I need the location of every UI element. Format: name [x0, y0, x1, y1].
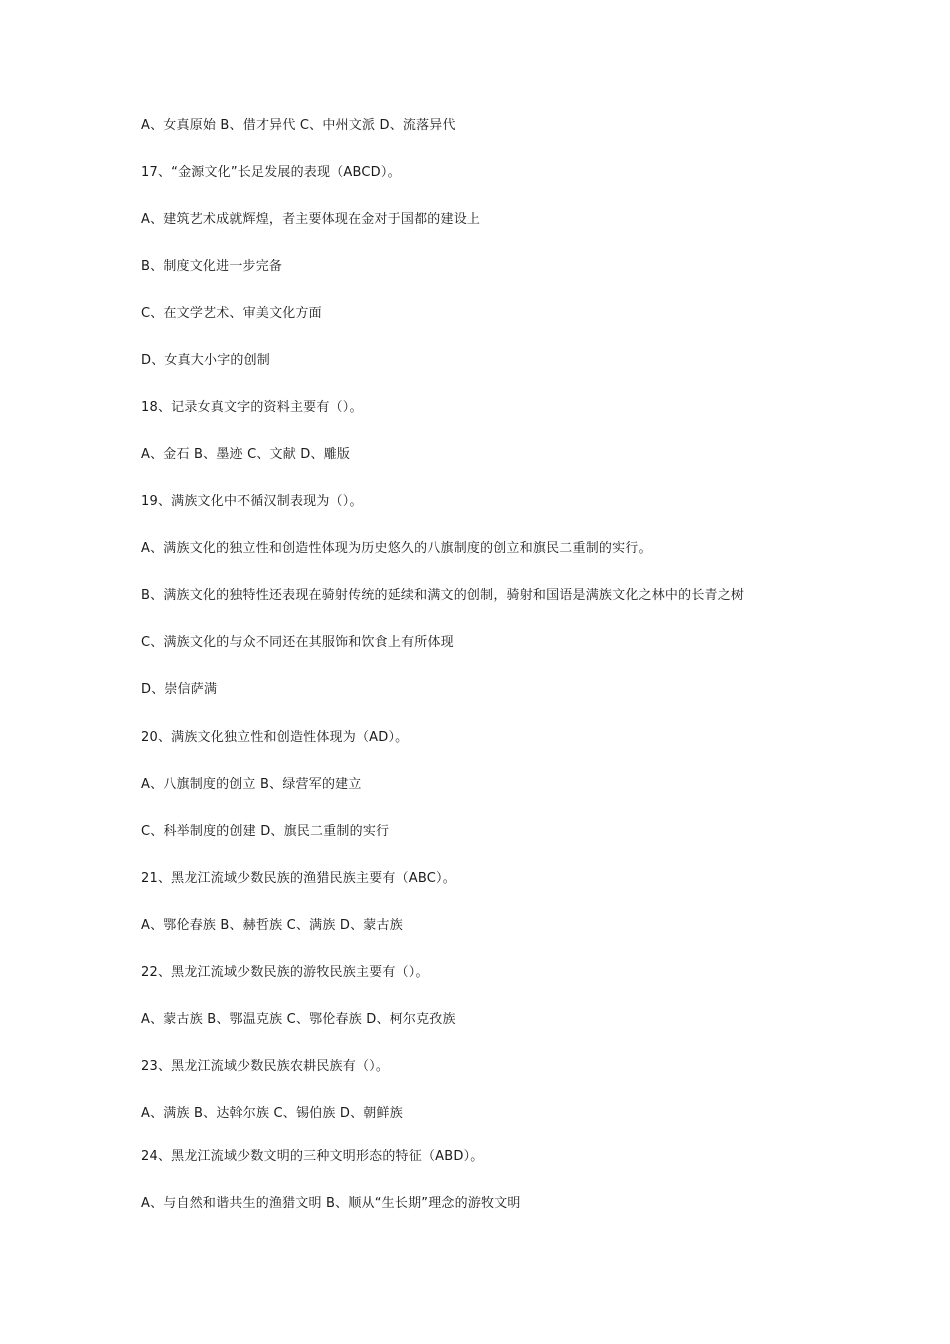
q23-options: A、满族 B、达斡尔族 C、锡伯族 D、朝鲜族: [141, 1106, 403, 1121]
q19-option-c: C、满族文化的与众不同还在其服饰和饮食上有所体现: [141, 635, 454, 650]
q17-option-a: A、建筑艺术成就辉煌，者主要体现在金对于国都的建设上: [141, 212, 481, 227]
q24-question: 24、黑龙江流域少数文明的三种文明形态的特征（ABD）。: [141, 1149, 484, 1164]
q18-options: A、金石 B、墨迹 C、文献 D、雕版: [141, 447, 351, 462]
q22-question: 22、黑龙江流域少数民族的游牧民族主要有（）。: [141, 965, 429, 980]
q22-options: A、蒙古族 B、鄂温克族 C、鄂伦春族 D、柯尔克孜族: [141, 1012, 456, 1027]
q17-option-b: B、制度文化进一步完备: [141, 259, 283, 274]
q21-question: 21、黑龙江流域少数民族的渔猎民族主要有（ABC）。: [141, 871, 456, 886]
q20-options-ab: A、八旗制度的创立 B、绿营军的建立: [141, 777, 362, 792]
q19-option-d: D、崇信萨满: [141, 682, 218, 697]
q19-option-a: A、满族文化的独立性和创造性体现为历史悠久的八旗制度的创立和旗民二重制的实行。: [141, 541, 652, 556]
q18-question: 18、记录女真文字的资料主要有（）。: [141, 400, 363, 415]
q21-options: A、鄂伦春族 B、赫哲族 C、满族 D、蒙古族: [141, 918, 403, 933]
q19-question: 19、满族文化中不循汉制表现为（）。: [141, 494, 363, 509]
q20-options-cd: C、科举制度的创建 D、旗民二重制的实行: [141, 824, 390, 839]
q17-option-c: C、在文学艺术、审美文化方面: [141, 306, 322, 321]
q24-options-ab: A、与自然和谐共生的渔猎文明 B、顺从“生长期”理念的游牧文明: [141, 1196, 521, 1211]
q20-question: 20、满族文化独立性和创造性体现为（AD）。: [141, 730, 409, 745]
q19-option-b: B、满族文化的独特性还表现在骑射传统的延续和满文的创制，骑射和国语是满族文化之林中的长青之树: [141, 588, 745, 603]
q23-question: 23、黑龙江流域少数民族农耕民族有（）。: [141, 1059, 390, 1074]
q17-option-d: D、女真大小字的创制: [141, 353, 271, 368]
q16-options: A、女真原始 B、借才异代 C、中州文派 D、流落异代: [141, 118, 456, 133]
q17-question: 17、“金源文化”长足发展的表现（ABCD）。: [141, 165, 401, 180]
